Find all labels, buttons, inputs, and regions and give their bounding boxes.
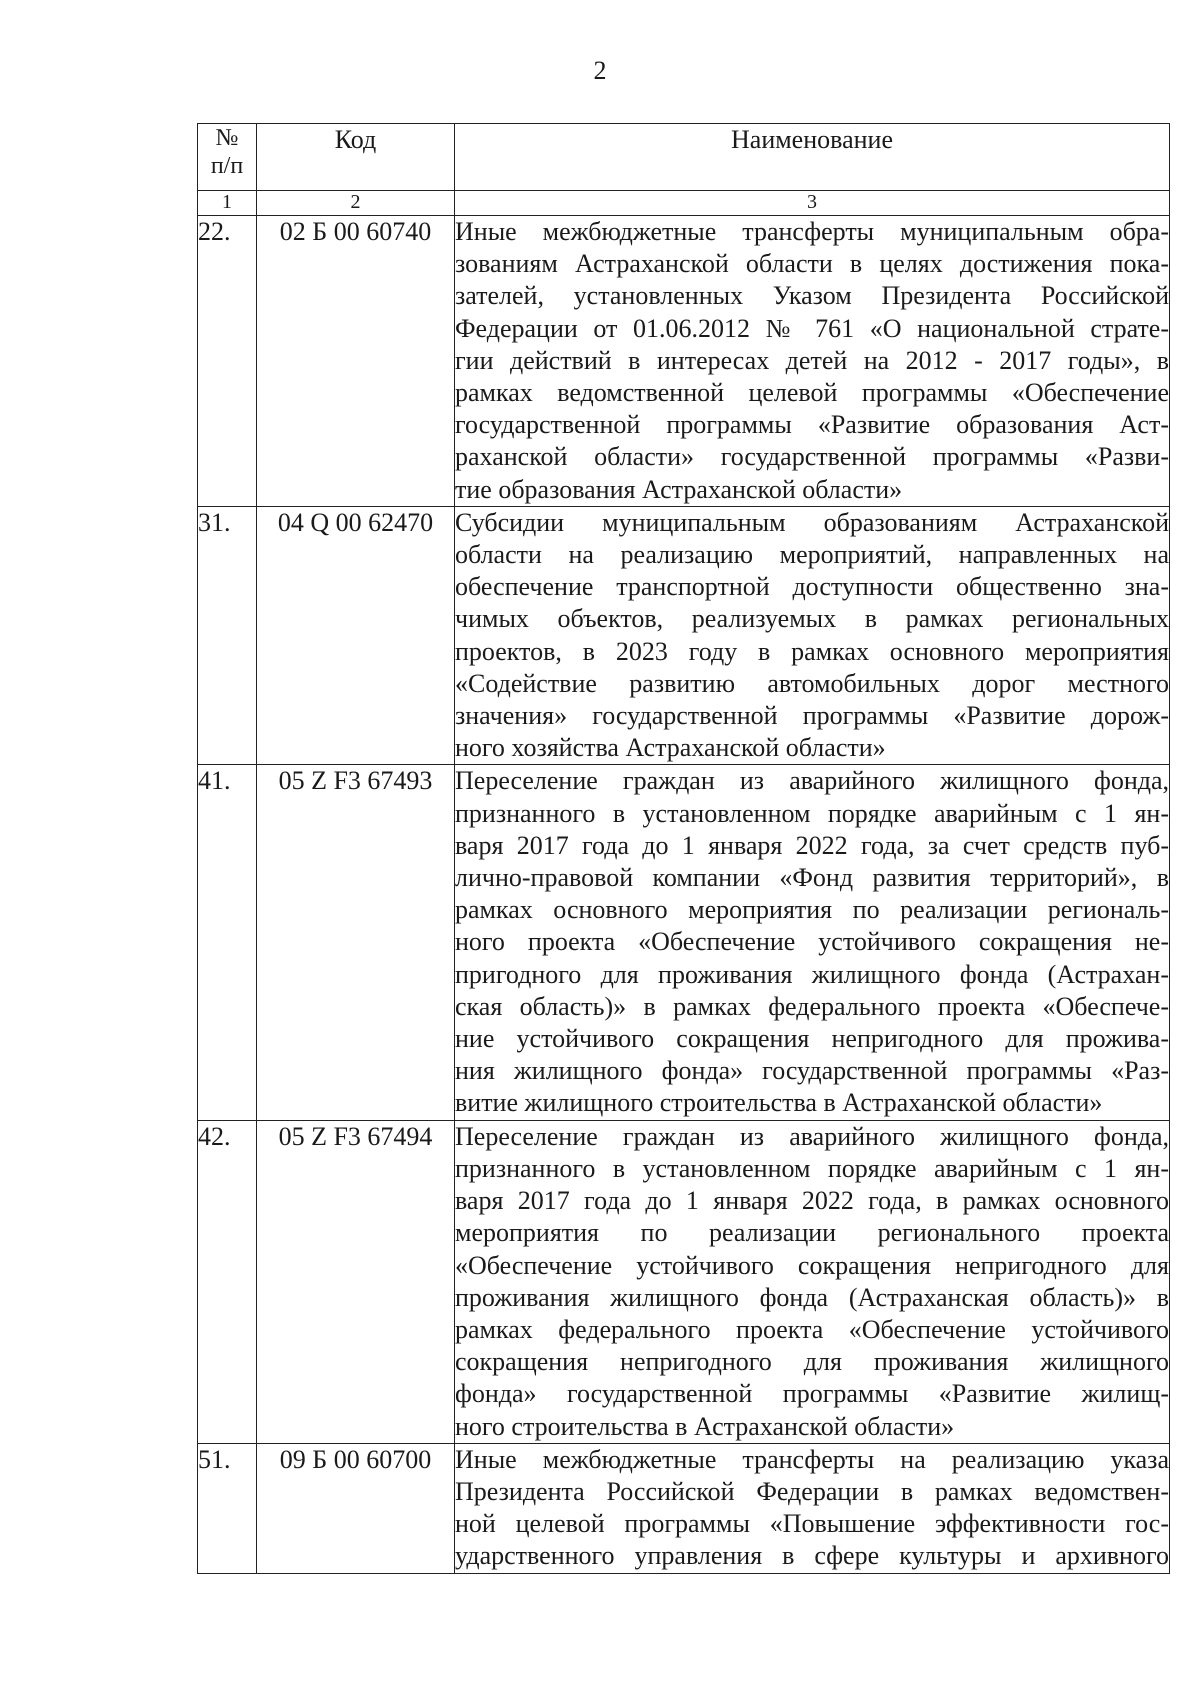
name-text-line: тие образования Астраханской области» — [455, 474, 903, 504]
name-text-line: значения» государственной программы «Развитие дорож- — [455, 701, 1169, 731]
table-header — [198, 124, 1170, 216]
name-text-line: зованиям Астраханской области в целях достижения пока- — [455, 249, 1169, 279]
header-number-symbol: № — [215, 125, 239, 151]
name-text-line: Субсидии муниципальным образованиям Астраханской — [455, 507, 1169, 537]
name-text-line: рамках ведомственной целевой программы «Обеспечение — [455, 378, 1169, 408]
name-text-line: Иные межбюджетные трансферты на реализацию указа — [455, 1444, 1169, 1474]
name-text-line: обеспечение транспортной доступности общественно зна- — [455, 572, 1169, 602]
name-text-line: Президента Российской Федерации в рамках ведомствен- — [455, 1476, 1169, 1506]
name-text-line: чимых объектов, реализуемых в рамках региональных — [455, 604, 1169, 634]
table-body — [198, 216, 1170, 1574]
header-row — [198, 124, 1170, 191]
column-index-1: 1 — [198, 191, 257, 216]
name-text-line: ская область)» в рамках федерального проекта «Обеспече- — [455, 991, 1169, 1021]
table-row — [198, 1443, 1170, 1573]
header-code-column: Код — [257, 124, 455, 191]
column-index-2: 2 — [257, 191, 455, 216]
name-text-line: рамках основного мероприятия по реализации региональ- — [455, 895, 1169, 925]
name-text-line: фонда» государственной программы «Развитие жилищ- — [455, 1379, 1169, 1409]
name-text-line: варя 2017 года до 1 января 2022 года, в рамках основного — [455, 1186, 1169, 1216]
row-name-cell — [455, 1443, 1170, 1573]
row-number-cell: 31. — [198, 506, 257, 765]
row-number-cell: 22. — [198, 216, 257, 507]
name-text-line: Переселение граждан из аварийного жилищного фонда, — [455, 1121, 1169, 1151]
row-number-cell: 42. — [198, 1120, 257, 1443]
table-row — [198, 1120, 1170, 1443]
name-text-line: признанного в установленном порядке аварийным с 1 ян- — [455, 798, 1169, 828]
name-text-line: государственной программы «Развитие образования Аст- — [455, 410, 1169, 440]
name-text-line: варя 2017 года до 1 января 2022 года, за счет средств пуб- — [455, 830, 1169, 860]
name-text-line: витие жилищного строительства в Астраханской области» — [455, 1088, 1103, 1118]
name-text-line: проживания жилищного фонда (Астраханская область)» в — [455, 1282, 1169, 1312]
name-text-line: раханской области» государственной программы «Разви- — [455, 442, 1169, 472]
name-text-line: Переселение граждан из аварийного жилищного фонда, — [455, 766, 1169, 796]
name-text-line: лично-правовой компании «Фонд развития территорий», в — [455, 863, 1169, 893]
name-text-line: проектов, в 2023 году в рамках основного мероприятия — [455, 636, 1169, 666]
header-name-column: Наименование — [455, 124, 1170, 191]
name-text-line: сокращения непригодного для проживания жилищного — [455, 1347, 1169, 1377]
table-row — [198, 216, 1170, 507]
row-code-cell: 02 Б 00 60740 — [257, 216, 455, 507]
column-index-3: 3 — [455, 191, 1170, 216]
table-row — [198, 765, 1170, 1120]
name-text-line: признанного в установленном порядке аварийным с 1 ян- — [455, 1153, 1169, 1183]
column-index-row — [198, 191, 1170, 216]
name-text-line: области на реализацию мероприятий, направленных на — [455, 540, 1169, 570]
name-text-line: ние устойчивого сокращения непригодного для прожива- — [455, 1024, 1169, 1054]
name-text-line: рамках федерального проекта «Обеспечение устойчивого — [455, 1314, 1169, 1344]
name-text-line: ния жилищного фонда» государственной программы «Раз- — [455, 1056, 1169, 1086]
name-text-line: зателей, установленных Указом Президента Российской — [455, 281, 1169, 311]
name-text-line: Иные межбюджетные трансферты муниципальным обра- — [455, 217, 1169, 246]
budget-code-table — [197, 123, 1170, 1574]
header-number-abbrev: п/п — [210, 153, 244, 179]
row-name-cell — [455, 216, 1170, 507]
name-text-line: ного проекта «Обеспечение устойчивого сокращения не- — [455, 927, 1169, 957]
name-text-line: пригодного для проживания жилищного фонда (Астрахан- — [455, 959, 1169, 989]
row-code-cell: 09 Б 00 60700 — [257, 1443, 455, 1573]
name-text-line: ной целевой программы «Повышение эффективности гос- — [455, 1509, 1169, 1539]
row-number-cell: 51. — [198, 1443, 257, 1573]
table-row — [198, 506, 1170, 765]
row-code-cell: 04 Q 00 62470 — [257, 506, 455, 765]
header-number-column — [198, 124, 257, 191]
name-text-line: гии действий в интересах детей на 2012 - 2017 годы», в — [455, 345, 1169, 375]
row-name-cell — [455, 1120, 1170, 1443]
name-text-line: ного хозяйства Астраханской области» — [455, 733, 886, 763]
name-text-line: Федерации от 01.06.2012 № 761 «О национальной страте- — [455, 313, 1169, 343]
row-code-cell: 05 Z F3 67493 — [257, 765, 455, 1120]
name-text-line: ударственного управления в сфере культуры и архивного — [455, 1541, 1169, 1571]
name-text-line: ного строительства в Астраханской области» — [455, 1411, 955, 1441]
row-code-cell: 05 Z F3 67494 — [257, 1120, 455, 1443]
page-number: 2 — [593, 56, 607, 85]
name-text-line: «Обеспечение устойчивого сокращения непригодного для — [455, 1250, 1169, 1280]
name-text-line: мероприятия по реализации регионального проекта — [455, 1218, 1169, 1248]
name-text-line: «Содействие развитию автомобильных дорог местного — [455, 668, 1169, 698]
row-name-cell — [455, 506, 1170, 765]
row-name-cell — [455, 765, 1170, 1120]
row-number-cell: 41. — [198, 765, 257, 1120]
